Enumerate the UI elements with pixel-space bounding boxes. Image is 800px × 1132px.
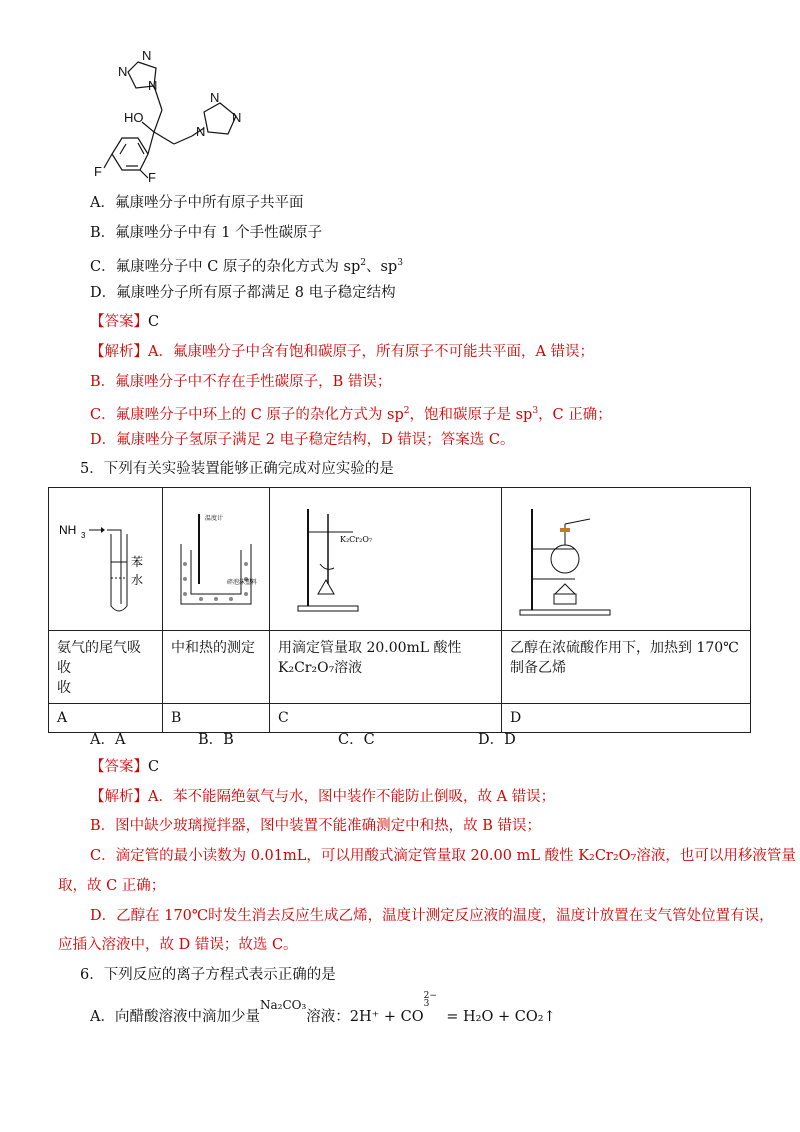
fluconazole-structure: [80, 48, 260, 183]
q5-analysis-a: 【解析】A．苯不能隔绝氨气与水，图中装作不能防止倒吸，故 A 错误；: [90, 789, 556, 805]
apparatus-c-cell: [270, 488, 502, 631]
q5-analysis-b: B．图中缺少玻璃搅拌器，图中装置不能准确测定中和热，故 B 错误；: [90, 818, 542, 834]
n-label: N: [118, 64, 128, 79]
q5-choice-b: B．B: [198, 732, 234, 748]
n-label: N: [142, 48, 152, 63]
apparatus-d-drawing: [510, 494, 740, 619]
apparatus-d-cell: [502, 488, 751, 631]
q4-analysis-c: C．氟康唑分子中环上的 C 原子的杂化方式为 $sp^2$，饱和碳原子是 $sp^3$，C 正确；: [90, 406, 612, 423]
n-label: N: [232, 110, 242, 125]
q4-option-c: C．氟康唑分子中 C 原子的杂化方式为 $sp^2$、$sp^3$: [90, 258, 403, 275]
q5-apparatus-table: [48, 487, 751, 733]
n-label: N: [210, 90, 220, 105]
q5-analysis-c-2: 取，故 C 正确；: [58, 878, 166, 894]
q5-analysis-d-2: 应插入溶液中，故 D 错误；故选 C。: [58, 937, 298, 953]
q5-choice-a: A．A: [90, 732, 126, 748]
q6-option-a: A．向醋酸溶液中滴加少量$^{Na_2CO_3}$溶液：2H⁺ + CO 2− 3 = H₂O + CO₂↑: [90, 991, 556, 1025]
n-label: N: [196, 124, 206, 139]
q5-analysis-c-1: C．滴定管的最小读数为 0.01mL，可以用酸式滴定管量取 20.00 mL 酸性 K₂Cr₂O₇溶液，也可以用移液管量: [90, 848, 796, 864]
ho-label: HO: [124, 110, 144, 125]
q5-choice-c: C．C: [338, 732, 375, 748]
label-a: A: [49, 704, 163, 733]
svg-text:碎泡沫塑料: 碎泡沫塑料: [227, 579, 258, 586]
q5-stem: 5．下列有关实验装置能够正确完成对应实验的是: [80, 461, 394, 477]
q4-analysis-d: D．氟康唑分子氢原子满足 2 电子稳定结构，D 错误；答案选 C。: [90, 432, 515, 448]
q4-option-a: A．氟康唑分子中所有原子共平面: [90, 195, 304, 211]
q5-analysis-d-1: D．乙醇在 170℃时发生消去反应生成乙烯，温度计测定反应液的温度，温度计放置在支气管处位置有误，: [90, 908, 774, 924]
desc-d: 乙醇在浓硫酸作用下，加热到 170℃制备乙烯: [502, 631, 751, 704]
n-label: N: [148, 78, 158, 93]
q6-stem: 6．下列反应的离子方程式表示正确的是: [80, 967, 336, 983]
q4-analysis-b: B．氟康唑分子中不存在手性碳原子，B 错误；: [90, 374, 392, 390]
apparatus-a-cell: [49, 488, 163, 631]
apparatus-c-drawing: [278, 494, 493, 619]
benzene-ring: [112, 138, 148, 170]
label-b: B: [163, 704, 270, 733]
label-d: D: [502, 704, 751, 733]
apparatus-b-drawing: [171, 494, 261, 619]
svg-text:3: 3: [81, 531, 86, 540]
svg-text:水: 水: [131, 573, 144, 587]
q4-answer: 【答案】C: [90, 314, 160, 330]
desc-b: 中和热的测定: [163, 631, 270, 704]
desc-c: 用滴定管量取 20.00mL 酸性 K₂Cr₂O₇溶液: [270, 631, 502, 704]
q5-choice-d: D．D: [478, 732, 516, 748]
svg-text:K₂Cr₂O₇: K₂Cr₂O₇: [340, 535, 373, 544]
apparatus-a-drawing: [57, 494, 154, 619]
q4-option-b: B．氟康唑分子中有 1 个手性碳原子: [90, 225, 323, 241]
label-c: C: [270, 704, 502, 733]
svg-text:苯: 苯: [131, 555, 144, 569]
apparatus-b-cell: [163, 488, 270, 631]
desc-a: 氨气的尾气吸收 收: [49, 631, 163, 704]
q5-answer: 【答案】C: [90, 759, 160, 775]
svg-text:NH: NH: [59, 523, 77, 537]
q4-analysis-a: 【解析】A．氟康唑分子中含有饱和碳原子，所有原子不可能共平面，A 错误；: [90, 344, 595, 360]
f-label: F: [94, 164, 102, 179]
svg-text:温度计: 温度计: [205, 515, 224, 522]
f-label: F: [148, 170, 156, 183]
q4-option-d: D．氟康唑分子所有原子都满足 8 电子稳定结构: [90, 285, 396, 301]
